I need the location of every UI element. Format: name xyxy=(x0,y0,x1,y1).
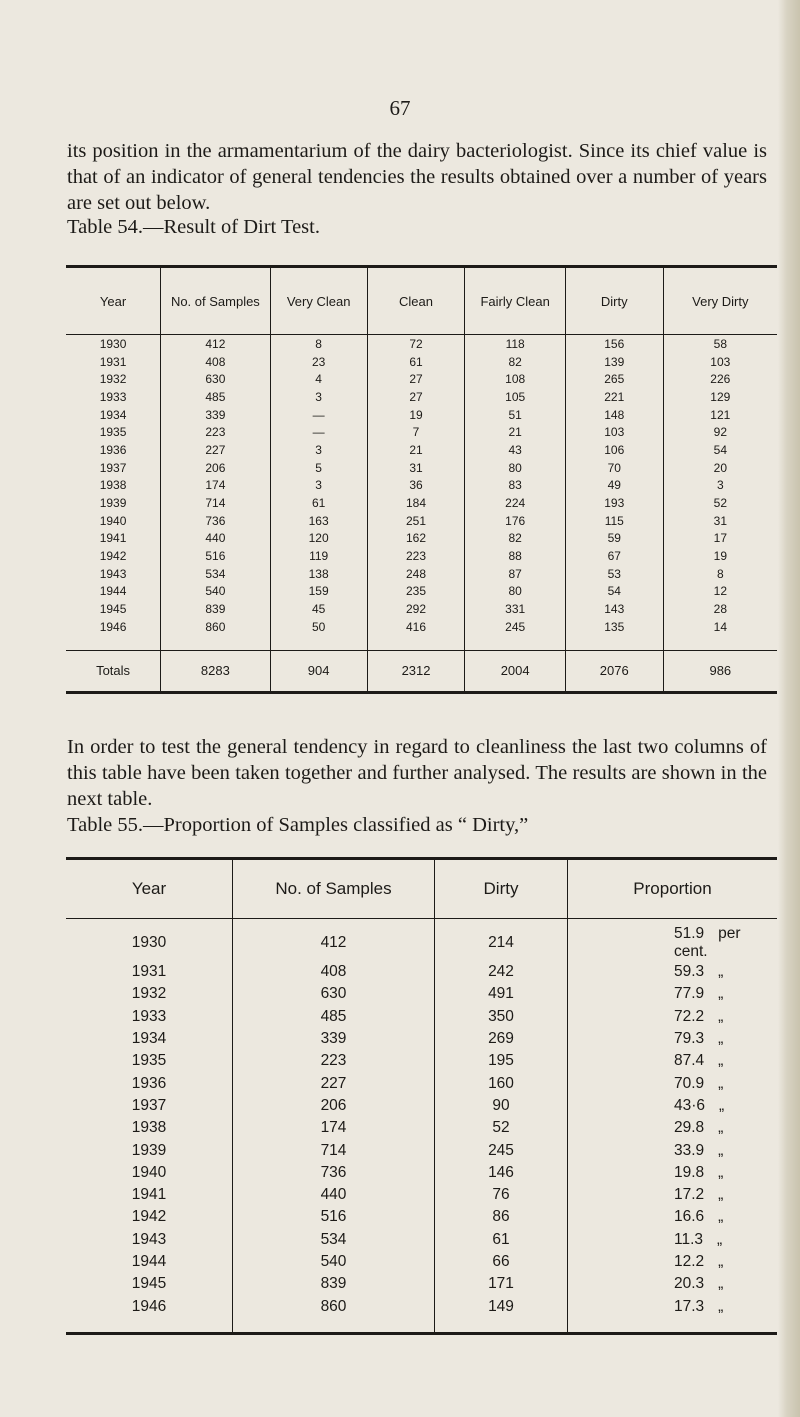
cell-proportion xyxy=(568,1050,778,1072)
cell-dirty: 103 xyxy=(565,423,663,441)
cell-very-clean: 159 xyxy=(270,583,367,601)
column-header-year: Year xyxy=(66,267,161,335)
cell-proportion xyxy=(568,1206,778,1228)
cell-very-dirty: 52 xyxy=(663,494,777,512)
cell-dirty: 193 xyxy=(565,494,663,512)
cell-samples: 174 xyxy=(233,1117,435,1139)
proportion-unit: per cent. xyxy=(674,925,741,960)
cell-very-dirty: 121 xyxy=(663,406,777,424)
cell-dirty: 49 xyxy=(565,477,663,495)
cell-very-clean: 23 xyxy=(270,353,367,371)
cell-dirty: 214 xyxy=(435,919,568,962)
cell-samples: 714 xyxy=(161,494,271,512)
cell-year: 1936 xyxy=(131,1074,167,1092)
table-row xyxy=(66,1184,777,1206)
cell-very-clean: 119 xyxy=(270,547,367,565)
cell-year: 1930 xyxy=(131,934,167,951)
proportion-unit: „ xyxy=(718,1030,724,1048)
cell-samples: 412 xyxy=(233,919,435,962)
cell-year: 1945 xyxy=(99,602,127,617)
cell-clean: 223 xyxy=(367,547,465,565)
cell-samples: 339 xyxy=(233,1028,435,1050)
cell-very-clean: 3 xyxy=(270,441,367,459)
cell-samples: 860 xyxy=(233,1295,435,1317)
table-55-caption: Table 55.—Proportion of Samples classified as “ Dirty,” xyxy=(67,814,529,836)
table-row xyxy=(66,370,777,388)
cell-samples: 339 xyxy=(161,406,271,424)
cell-samples: 839 xyxy=(161,600,271,618)
cell-fairly-clean: 88 xyxy=(465,547,565,565)
table-row xyxy=(66,583,777,601)
cell-year: 1946 xyxy=(131,1297,167,1315)
proportion-value: 87.4 xyxy=(674,1052,705,1070)
cell-samples: 408 xyxy=(233,961,435,983)
cell-very-clean: 50 xyxy=(270,618,367,636)
proportion-value: 77.9 xyxy=(674,985,705,1003)
cell-year: 1942 xyxy=(131,1208,167,1226)
proportion-value: 29.8 xyxy=(674,1119,705,1137)
table-row xyxy=(66,406,777,424)
cell-dirty: 54 xyxy=(565,583,663,601)
table-row xyxy=(66,961,777,983)
cell-very-dirty: 20 xyxy=(663,459,777,477)
cell-dirty: 67 xyxy=(565,547,663,565)
cell-year: 1940 xyxy=(99,513,127,528)
cell-samples: 860 xyxy=(161,618,271,636)
cell-proportion xyxy=(568,1251,778,1273)
table-header-row xyxy=(66,859,777,919)
table-row xyxy=(66,353,777,371)
cell-fairly-clean: 83 xyxy=(465,477,565,495)
column-header-proportion: Proportion xyxy=(568,859,778,919)
cell-samples: 227 xyxy=(233,1072,435,1094)
cell-proportion xyxy=(568,1072,778,1094)
cell-very-clean: 5 xyxy=(270,459,367,477)
cell-dirty: 146 xyxy=(435,1162,568,1184)
cell-samples: 534 xyxy=(233,1229,435,1251)
dirt-test-results-table xyxy=(66,265,777,694)
cell-dirty: 195 xyxy=(435,1050,568,1072)
cell-samples: 206 xyxy=(233,1095,435,1117)
cell-year: 1945 xyxy=(131,1275,167,1293)
cell-very-dirty: 14 xyxy=(663,618,777,636)
proportion-unit: „ xyxy=(718,1208,724,1226)
cell-fairly-clean: 80 xyxy=(465,459,565,477)
cell-very-clean: 163 xyxy=(270,512,367,530)
proportion-unit: „ xyxy=(718,1163,724,1181)
cell-dirty: 59 xyxy=(565,530,663,548)
cell-year: 1943 xyxy=(131,1230,167,1248)
cell-samples: 227 xyxy=(161,441,271,459)
cell-very-clean: 138 xyxy=(270,565,367,583)
cell-fairly-clean: 21 xyxy=(465,423,565,441)
total-very-dirty: 986 xyxy=(663,650,777,692)
table-row xyxy=(66,459,777,477)
cell-clean: 416 xyxy=(367,618,465,636)
cell-clean: 19 xyxy=(367,406,465,424)
proportion-value: 16.6 xyxy=(674,1208,705,1226)
cell-very-dirty: 54 xyxy=(663,441,777,459)
cell-very-dirty: 8 xyxy=(663,565,777,583)
proportion-value: 72.2 xyxy=(674,1007,705,1025)
cell-very-dirty: 103 xyxy=(663,353,777,371)
cell-clean: 31 xyxy=(367,459,465,477)
cell-year: 1944 xyxy=(99,584,127,599)
column-header-very-clean: Very Clean xyxy=(270,267,367,335)
cell-samples: 223 xyxy=(161,423,271,441)
cell-dirty: 148 xyxy=(565,406,663,424)
table-row xyxy=(66,1162,777,1184)
cell-clean: 7 xyxy=(367,423,465,441)
proportion-unit: „ xyxy=(718,1074,724,1092)
cell-very-dirty: 31 xyxy=(663,512,777,530)
table-row xyxy=(66,618,777,636)
cell-fairly-clean: 43 xyxy=(465,441,565,459)
cell-year: 1944 xyxy=(131,1253,167,1270)
cell-dirty: 70 xyxy=(565,459,663,477)
table-row xyxy=(66,494,777,512)
cell-clean: 235 xyxy=(367,583,465,601)
cell-clean: 184 xyxy=(367,494,465,512)
proportion-value: 11.3 xyxy=(674,1230,704,1248)
cell-proportion xyxy=(568,1229,778,1251)
cell-clean: 27 xyxy=(367,370,465,388)
proportion-unit: „ xyxy=(718,985,724,1003)
proportion-unit: „ xyxy=(718,1253,724,1270)
cell-proportion xyxy=(568,1295,778,1317)
cell-dirty: 143 xyxy=(565,600,663,618)
cell-year: 1935 xyxy=(99,425,127,440)
column-header-samples: No. of Samples xyxy=(233,859,435,919)
cell-fairly-clean: 105 xyxy=(465,388,565,406)
proportion-value: 17.3 xyxy=(674,1297,705,1315)
cell-year: 1934 xyxy=(131,1030,167,1048)
cell-samples: 534 xyxy=(161,565,271,583)
cell-very-clean: 61 xyxy=(270,494,367,512)
cell-samples: 440 xyxy=(233,1184,435,1206)
cell-year: 1931 xyxy=(99,354,127,369)
cell-samples: 839 xyxy=(233,1273,435,1295)
table-body xyxy=(66,335,777,693)
cell-dirty: 76 xyxy=(435,1184,568,1206)
table-header-row xyxy=(66,267,777,335)
cell-very-clean: — xyxy=(270,423,367,441)
column-header-fairly-clean: Fairly Clean xyxy=(465,267,565,335)
cell-samples: 412 xyxy=(161,335,271,353)
cell-samples: 630 xyxy=(161,370,271,388)
proportion-unit: „ xyxy=(718,1275,724,1293)
cell-dirty: 265 xyxy=(565,370,663,388)
cell-very-clean: 120 xyxy=(270,530,367,548)
proportion-unit: „ xyxy=(718,1052,724,1070)
cell-fairly-clean: 176 xyxy=(465,512,565,530)
table-row xyxy=(66,1273,777,1295)
proportion-value: 79.3 xyxy=(674,1030,705,1048)
cell-samples: 485 xyxy=(161,388,271,406)
cell-samples: 206 xyxy=(161,459,271,477)
cell-samples: 714 xyxy=(233,1139,435,1161)
cell-very-clean: 3 xyxy=(270,477,367,495)
cell-year: 1934 xyxy=(99,407,127,422)
cell-year: 1932 xyxy=(99,372,127,387)
cell-very-dirty: 129 xyxy=(663,388,777,406)
table-54-caption: Table 54.—Result of Dirt Test. xyxy=(67,216,320,238)
cell-year: 1941 xyxy=(131,1186,167,1204)
cell-proportion xyxy=(568,961,778,983)
proportion-value: 12.2 xyxy=(674,1253,705,1270)
cell-year: 1941 xyxy=(99,531,127,546)
cell-year: 1942 xyxy=(99,549,127,564)
cell-fairly-clean: 245 xyxy=(465,618,565,636)
cell-clean: 162 xyxy=(367,530,465,548)
cell-samples: 516 xyxy=(233,1206,435,1228)
table-row xyxy=(66,423,777,441)
spacer-row xyxy=(66,1318,777,1334)
cell-dirty: 61 xyxy=(435,1229,568,1251)
cell-dirty: 160 xyxy=(435,1072,568,1094)
cell-proportion xyxy=(568,983,778,1005)
cell-year: 1939 xyxy=(131,1141,167,1159)
proportion-value: 59.3 xyxy=(674,963,705,981)
total-samples: 8283 xyxy=(161,650,271,692)
table-row xyxy=(66,530,777,548)
cell-very-dirty: 28 xyxy=(663,600,777,618)
cell-very-dirty: 19 xyxy=(663,547,777,565)
cell-samples: 408 xyxy=(161,353,271,371)
cell-very-dirty: 92 xyxy=(663,423,777,441)
table-row xyxy=(66,441,777,459)
cell-proportion xyxy=(568,1184,778,1206)
cell-dirty: 491 xyxy=(435,983,568,1005)
cell-clean: 248 xyxy=(367,565,465,583)
cell-year: 1938 xyxy=(131,1119,167,1137)
cell-dirty: 269 xyxy=(435,1028,568,1050)
cell-dirty: 86 xyxy=(435,1206,568,1228)
proportion-value: 51.9 xyxy=(674,925,705,942)
cell-very-dirty: 3 xyxy=(663,477,777,495)
table-row xyxy=(66,335,777,353)
table-row xyxy=(66,547,777,565)
table-row xyxy=(66,919,777,962)
cell-year: 1938 xyxy=(99,478,127,493)
cell-clean: 27 xyxy=(367,388,465,406)
cell-fairly-clean: 51 xyxy=(465,406,565,424)
table-row xyxy=(66,1206,777,1228)
column-header-dirty: Dirty xyxy=(565,267,663,335)
table-row xyxy=(66,1095,777,1117)
cell-dirty: 245 xyxy=(435,1139,568,1161)
cell-samples: 440 xyxy=(161,530,271,548)
analysis-paragraph: In order to test the general tendency in regard to cleanliness the last two columns of this table have been taken together and further analysed. The results are shown in the next table. xyxy=(67,736,767,810)
cell-samples: 736 xyxy=(161,512,271,530)
proportion-unit: „ xyxy=(718,1297,724,1315)
proportion-value: 20.3 xyxy=(674,1275,705,1293)
proportion-unit: „ xyxy=(718,963,724,981)
cell-dirty: 115 xyxy=(565,512,663,530)
cell-dirty: 52 xyxy=(435,1117,568,1139)
cell-year: 1935 xyxy=(131,1052,167,1070)
cell-year: 1943 xyxy=(99,566,127,581)
cell-proportion xyxy=(568,1139,778,1161)
cell-dirty: 66 xyxy=(435,1251,568,1273)
cell-dirty: 53 xyxy=(565,565,663,583)
column-header-year: Year xyxy=(66,859,233,919)
column-header-samples: No. of Samples xyxy=(161,267,271,335)
proportion-value: 17.2 xyxy=(674,1186,705,1204)
page-number: 67 xyxy=(389,96,411,120)
cell-proportion xyxy=(568,1028,778,1050)
table-row xyxy=(66,1050,777,1072)
total-very-clean: 904 xyxy=(270,650,367,692)
cell-very-clean: 45 xyxy=(270,600,367,618)
cell-dirty: 106 xyxy=(565,441,663,459)
cell-clean: 292 xyxy=(367,600,465,618)
cell-fairly-clean: 224 xyxy=(465,494,565,512)
cell-samples: 736 xyxy=(233,1162,435,1184)
cell-dirty: 171 xyxy=(435,1273,568,1295)
table-row xyxy=(66,1295,777,1317)
cell-samples: 516 xyxy=(161,547,271,565)
total-dirty: 2076 xyxy=(565,650,663,692)
cell-year: 1937 xyxy=(131,1096,167,1114)
table-row xyxy=(66,1072,777,1094)
cell-very-clean: 3 xyxy=(270,388,367,406)
table-row xyxy=(66,1006,777,1028)
proportion-value: 33.9 xyxy=(674,1141,705,1159)
cell-very-clean: — xyxy=(270,406,367,424)
proportion-unit: „ xyxy=(718,1007,724,1025)
column-header-very-dirty: Very Dirty xyxy=(663,267,777,335)
cell-fairly-clean: 82 xyxy=(465,353,565,371)
intro-paragraph: its position in the armamentarium of the dairy bacteriologist. Since its chief value is that of an indicator of general tendencies the results obtained over a number of years are set out below. xyxy=(67,140,767,214)
cell-dirty: 139 xyxy=(565,353,663,371)
cell-year: 1931 xyxy=(131,963,167,981)
cell-samples: 540 xyxy=(161,583,271,601)
cell-year: 1933 xyxy=(99,389,127,404)
cell-dirty: 135 xyxy=(565,618,663,636)
cell-very-dirty: 17 xyxy=(663,530,777,548)
cell-dirty: 242 xyxy=(435,961,568,983)
cell-year: 1937 xyxy=(99,460,127,475)
table-row xyxy=(66,512,777,530)
proportion-unit: „ xyxy=(718,1141,724,1159)
column-header-dirty: Dirty xyxy=(435,859,568,919)
column-header-clean: Clean xyxy=(367,267,465,335)
cell-proportion xyxy=(568,1006,778,1028)
cell-samples: 174 xyxy=(161,477,271,495)
proportion-unit: „ xyxy=(717,1230,723,1248)
cell-fairly-clean: 118 xyxy=(465,335,565,353)
cell-clean: 61 xyxy=(367,353,465,371)
page-edge-shadow xyxy=(778,0,800,1417)
cell-clean: 251 xyxy=(367,512,465,530)
cell-year: 1939 xyxy=(99,496,127,511)
cell-fairly-clean: 331 xyxy=(465,600,565,618)
total-clean: 2312 xyxy=(367,650,465,692)
cell-very-clean: 8 xyxy=(270,335,367,353)
cell-clean: 72 xyxy=(367,335,465,353)
proportion-unit: „ xyxy=(718,1119,724,1137)
cell-very-dirty: 12 xyxy=(663,583,777,601)
table-row xyxy=(66,565,777,583)
table-row xyxy=(66,1028,777,1050)
cell-year: 1940 xyxy=(131,1163,167,1181)
cell-proportion xyxy=(568,1117,778,1139)
table-row xyxy=(66,1117,777,1139)
cell-samples: 630 xyxy=(233,983,435,1005)
cell-year: 1932 xyxy=(131,985,167,1003)
cell-samples: 223 xyxy=(233,1050,435,1072)
proportion-unit: „ xyxy=(719,1096,725,1114)
cell-very-dirty: 58 xyxy=(663,335,777,353)
cell-year: 1946 xyxy=(99,619,127,634)
cell-fairly-clean: 108 xyxy=(465,370,565,388)
table-row xyxy=(66,983,777,1005)
totals-row xyxy=(66,650,777,692)
cell-very-clean: 4 xyxy=(270,370,367,388)
dirty-proportion-table xyxy=(66,857,777,1335)
cell-fairly-clean: 80 xyxy=(465,583,565,601)
table-row xyxy=(66,1251,777,1273)
cell-dirty: 221 xyxy=(565,388,663,406)
proportion-value: 70.9 xyxy=(674,1074,705,1092)
cell-samples: 485 xyxy=(233,1006,435,1028)
cell-fairly-clean: 82 xyxy=(465,530,565,548)
cell-dirty: 350 xyxy=(435,1006,568,1028)
table-body xyxy=(66,919,777,1334)
cell-proportion xyxy=(568,1162,778,1184)
cell-year: 1936 xyxy=(99,442,127,457)
cell-samples: 540 xyxy=(233,1251,435,1273)
cell-clean: 36 xyxy=(367,477,465,495)
cell-proportion xyxy=(568,1273,778,1295)
cell-dirty: 156 xyxy=(565,335,663,353)
cell-year: 1933 xyxy=(131,1007,167,1025)
cell-proportion xyxy=(568,1095,778,1117)
total-year: Totals xyxy=(66,650,161,692)
table-row xyxy=(66,1139,777,1161)
table-row xyxy=(66,388,777,406)
cell-proportion xyxy=(568,919,778,962)
proportion-unit: „ xyxy=(718,1186,724,1204)
cell-fairly-clean: 87 xyxy=(465,565,565,583)
table-row xyxy=(66,477,777,495)
cell-clean: 21 xyxy=(367,441,465,459)
proportion-value: 19.8 xyxy=(674,1163,705,1181)
total-fairly-clean: 2004 xyxy=(465,650,565,692)
proportion-value: 43·6 xyxy=(674,1096,706,1114)
table-row xyxy=(66,1229,777,1251)
table-row xyxy=(66,600,777,618)
cell-very-dirty: 226 xyxy=(663,370,777,388)
spacer-row xyxy=(66,636,777,651)
cell-dirty: 90 xyxy=(435,1095,568,1117)
cell-year: 1930 xyxy=(99,336,127,351)
cell-dirty: 149 xyxy=(435,1295,568,1317)
